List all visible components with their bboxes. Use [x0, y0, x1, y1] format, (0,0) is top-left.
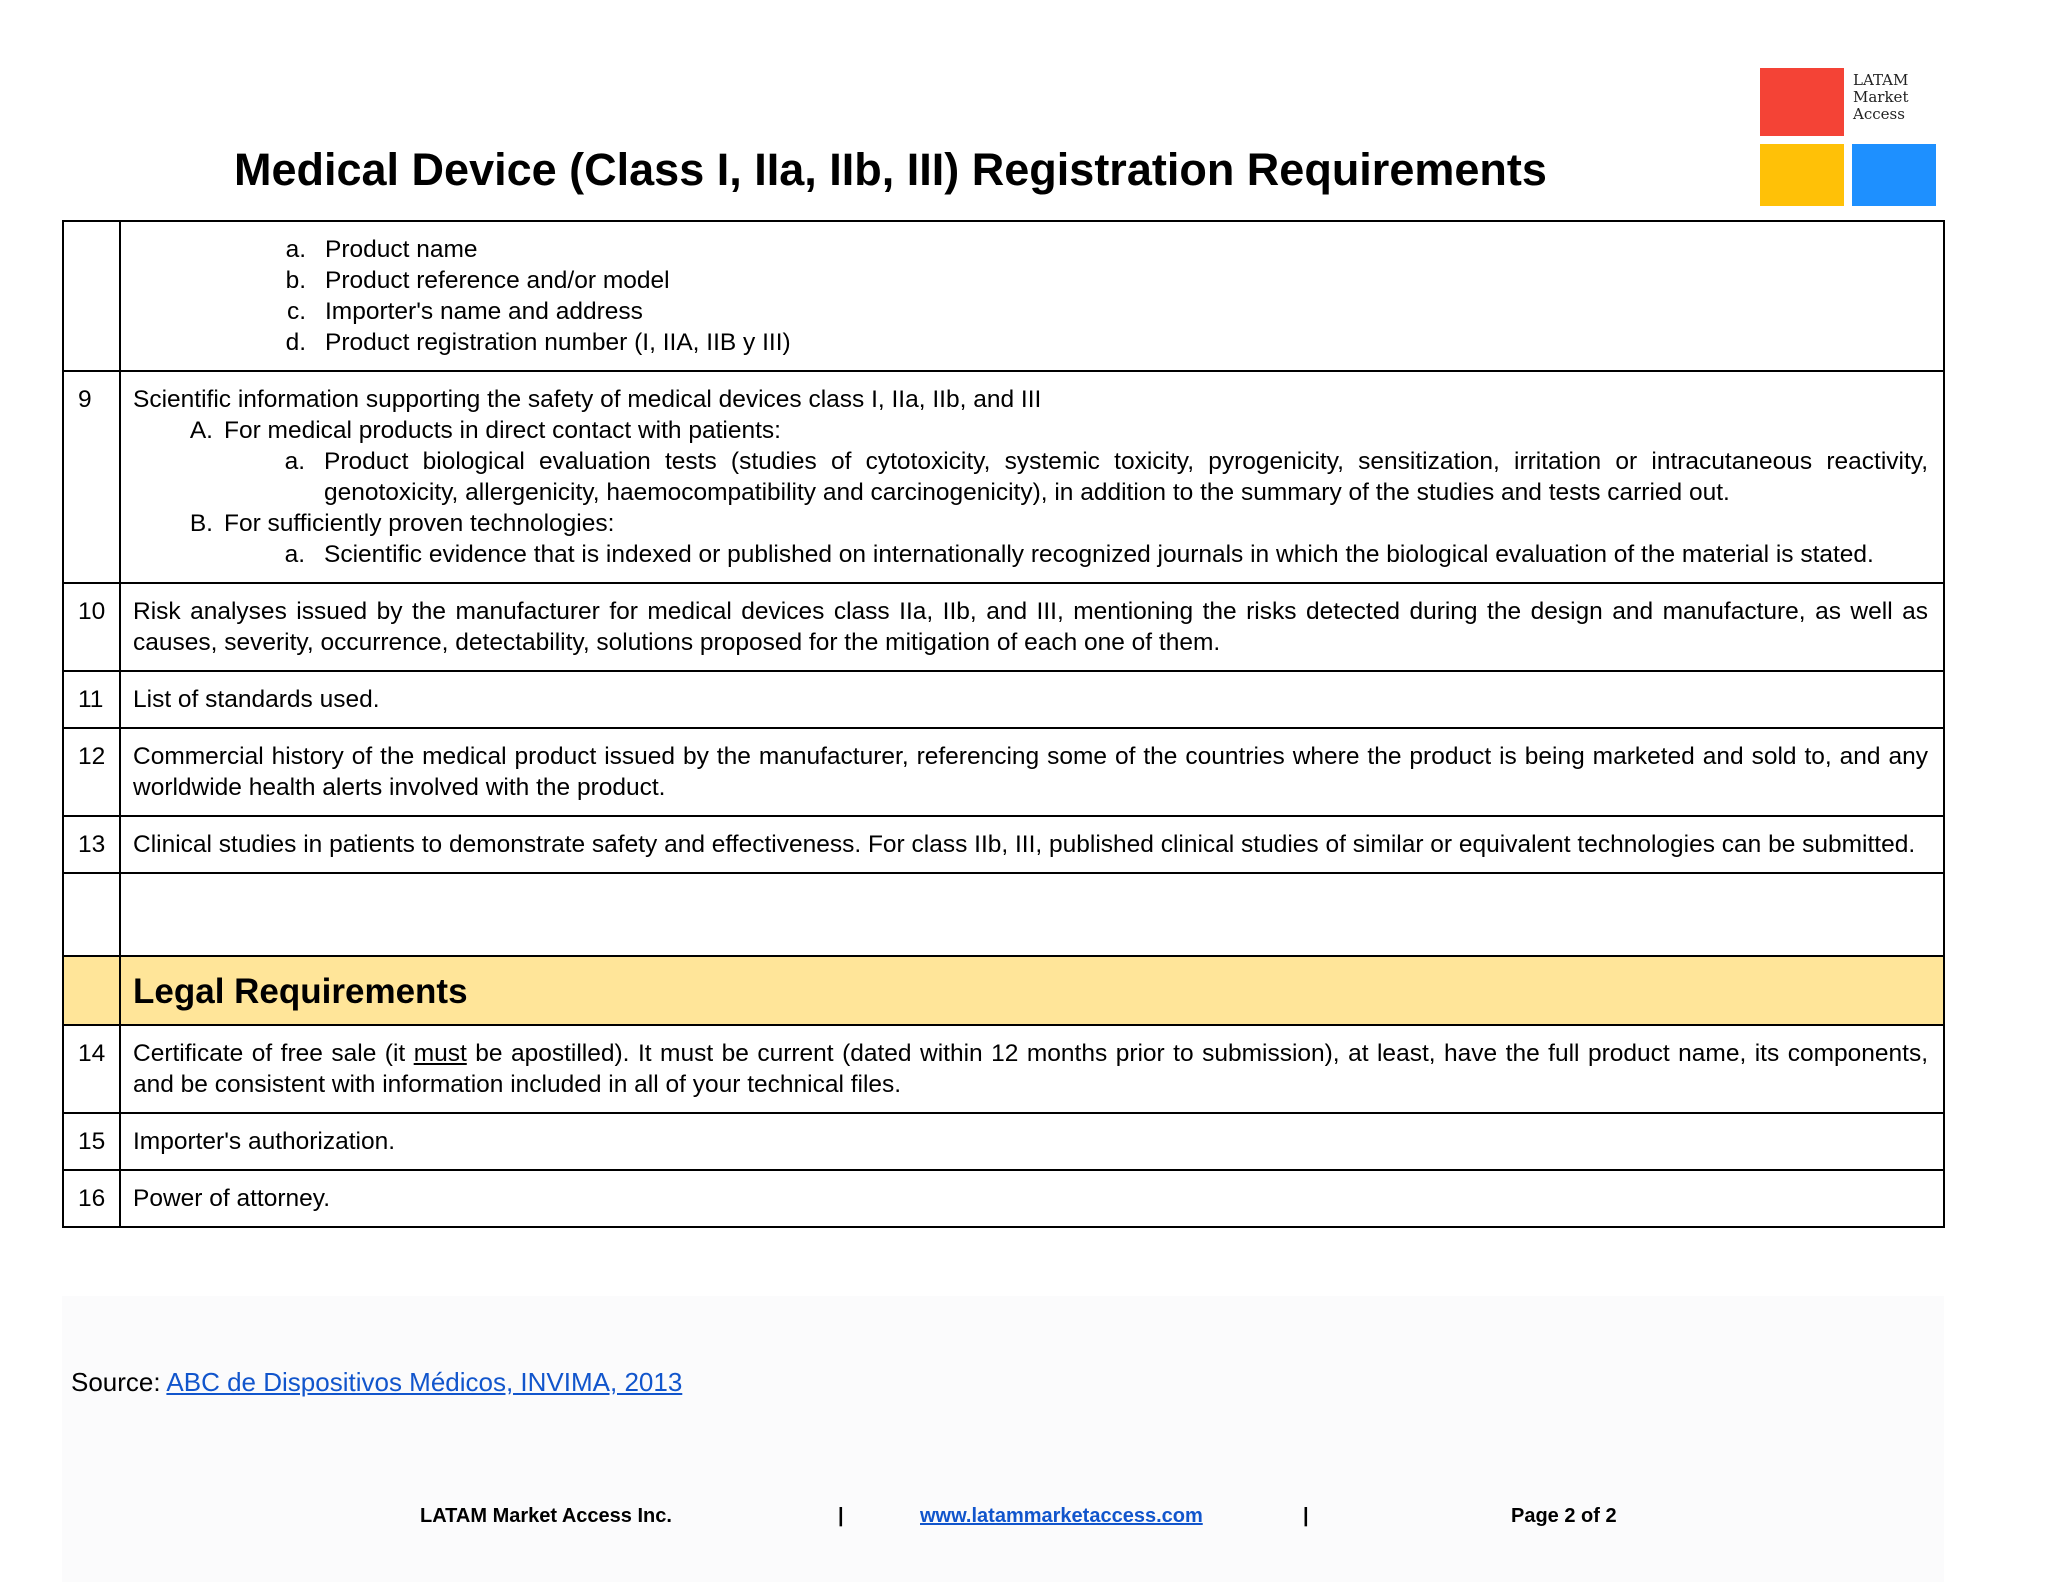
list-item-text: Product reference and/or model [325, 267, 670, 294]
footer-separator: | [838, 1505, 844, 1527]
list-item [133, 539, 1928, 570]
row-content: List of standards used. [120, 671, 1944, 728]
list-item-text: For sufficiently proven technologies: [224, 510, 615, 537]
row-number: 12 [63, 728, 120, 816]
logo-blue-square [1852, 144, 1936, 206]
table-row [63, 816, 1944, 873]
table-row [63, 371, 1944, 583]
logo-red-square [1760, 68, 1844, 136]
list-item [133, 446, 1928, 508]
source-label: Source: [71, 1367, 167, 1397]
logo-yellow-square [1760, 144, 1844, 206]
table-row [63, 671, 1944, 728]
list-item [133, 508, 1928, 539]
footer-page-number: Page 2 of 2 [1511, 1505, 1617, 1527]
source-link[interactable]: ABC de Dispositivos Médicos, INVIMA, 2013 [166, 1367, 683, 1397]
row-content [120, 371, 1944, 583]
page-background-shade [62, 1296, 1944, 1582]
section-header-row [63, 956, 1944, 1025]
row-content: Power of attorney. [120, 1170, 1944, 1227]
row-number: 13 [63, 816, 120, 873]
row-text-part: Certificate of free sale (it [133, 1040, 414, 1067]
table-row [63, 1113, 1944, 1170]
list-item-text: Product name [325, 236, 478, 263]
list-marker: a. [284, 448, 305, 475]
list-marker: A. [189, 417, 213, 444]
row-number: 15 [63, 1113, 120, 1170]
requirements-table [62, 220, 1945, 1228]
row-number-empty [63, 956, 120, 1025]
list-item-text: Scientific evidence that is indexed or published on internationally recognized journals in which the biological evaluation of the material is stated. [324, 541, 1874, 568]
row-content [120, 221, 1944, 371]
row-content: Commercial history of the medical product issued by the manufacturer, referencing some of the countries where the product is being marketed and sold to, and any worldwide health alerts involved with the product. [120, 728, 1944, 816]
list-item [133, 327, 1928, 358]
list-marker: B. [189, 510, 213, 537]
footer-website-link[interactable]: www.latammarketaccess.com [920, 1505, 1203, 1527]
list-marker: b. [285, 267, 306, 294]
list-item [133, 265, 1928, 296]
row-intro-text: Scientific information supporting the safety of medical devices class I, IIa, IIb, and III [133, 386, 1042, 413]
row-content: Clinical studies in patients to demonstrate safety and effectiveness. For class IIb, III, published clinical studies of similar or equivalent technologies can be submitted. [120, 816, 1944, 873]
source-citation [71, 1366, 682, 1398]
list-marker: a. [285, 236, 306, 263]
list-marker: d. [285, 329, 306, 356]
table-row [63, 728, 1944, 816]
page-title: Medical Device (Class I, IIa, IIb, III) Registration Requirements [234, 144, 1547, 195]
row-content [120, 1025, 1944, 1113]
table-row [63, 1170, 1944, 1227]
list-marker: c. [286, 298, 306, 325]
row-number: 10 [63, 583, 120, 671]
logo-line-3: Access [1853, 105, 1905, 123]
row-content-empty [120, 873, 1944, 956]
row-text-part: be apostilled). It must be current (dated within 12 months prior to submission), at least, have the full product name, its components, and be consistent with information included in all of your technical files. [133, 1040, 1928, 1098]
logo-line-1: LATAM [1853, 71, 1909, 89]
row-content: Importer's authorization. [120, 1113, 1944, 1170]
logo-line-2: Market [1853, 88, 1909, 106]
list-item-text: Importer's name and address [325, 298, 643, 325]
row-number-empty [63, 873, 120, 956]
footer-company: LATAM Market Access Inc. [420, 1505, 672, 1527]
list-marker: a. [284, 541, 305, 568]
row-number: 11 [63, 671, 120, 728]
row-number: 14 [63, 1025, 120, 1113]
list-item-text: For medical products in direct contact with patients: [224, 417, 781, 444]
list-item-text: Product registration number (I, IIA, IIB y III) [325, 329, 791, 356]
row-number: 9 [63, 371, 120, 583]
footer-separator: | [1303, 1505, 1309, 1527]
list-item-text: Product biological evaluation tests (studies of cytotoxicity, systemic toxicity, pyrogenicity, sensitization, irritation or intracutaneous reactivity, genotoxicity, allergenicity, haemocompatibility and carcinogenicity), in addition to the summary of the studies and tests carried out. [324, 448, 1928, 506]
table-row-continued [63, 221, 1944, 371]
logo-wordmark [1853, 72, 1908, 123]
row-number: 16 [63, 1170, 120, 1227]
row-number-empty [63, 221, 120, 371]
table-row [63, 583, 1944, 671]
table-row [63, 1025, 1944, 1113]
underlined-word: must [413, 1040, 467, 1067]
table-row-empty [63, 873, 1944, 956]
list-item [133, 234, 1928, 265]
list-item [133, 415, 1928, 446]
row-content: Risk analyses issued by the manufacturer for medical devices class IIa, IIb, and III, mentioning the risks detected during the design and manufacture, as well as causes, severity, occurrence, detectability, solutions proposed for the mitigation of each one of them. [120, 583, 1944, 671]
list-item [133, 296, 1928, 327]
company-logo [1760, 68, 1940, 208]
section-heading: Legal Requirements [120, 956, 1944, 1025]
